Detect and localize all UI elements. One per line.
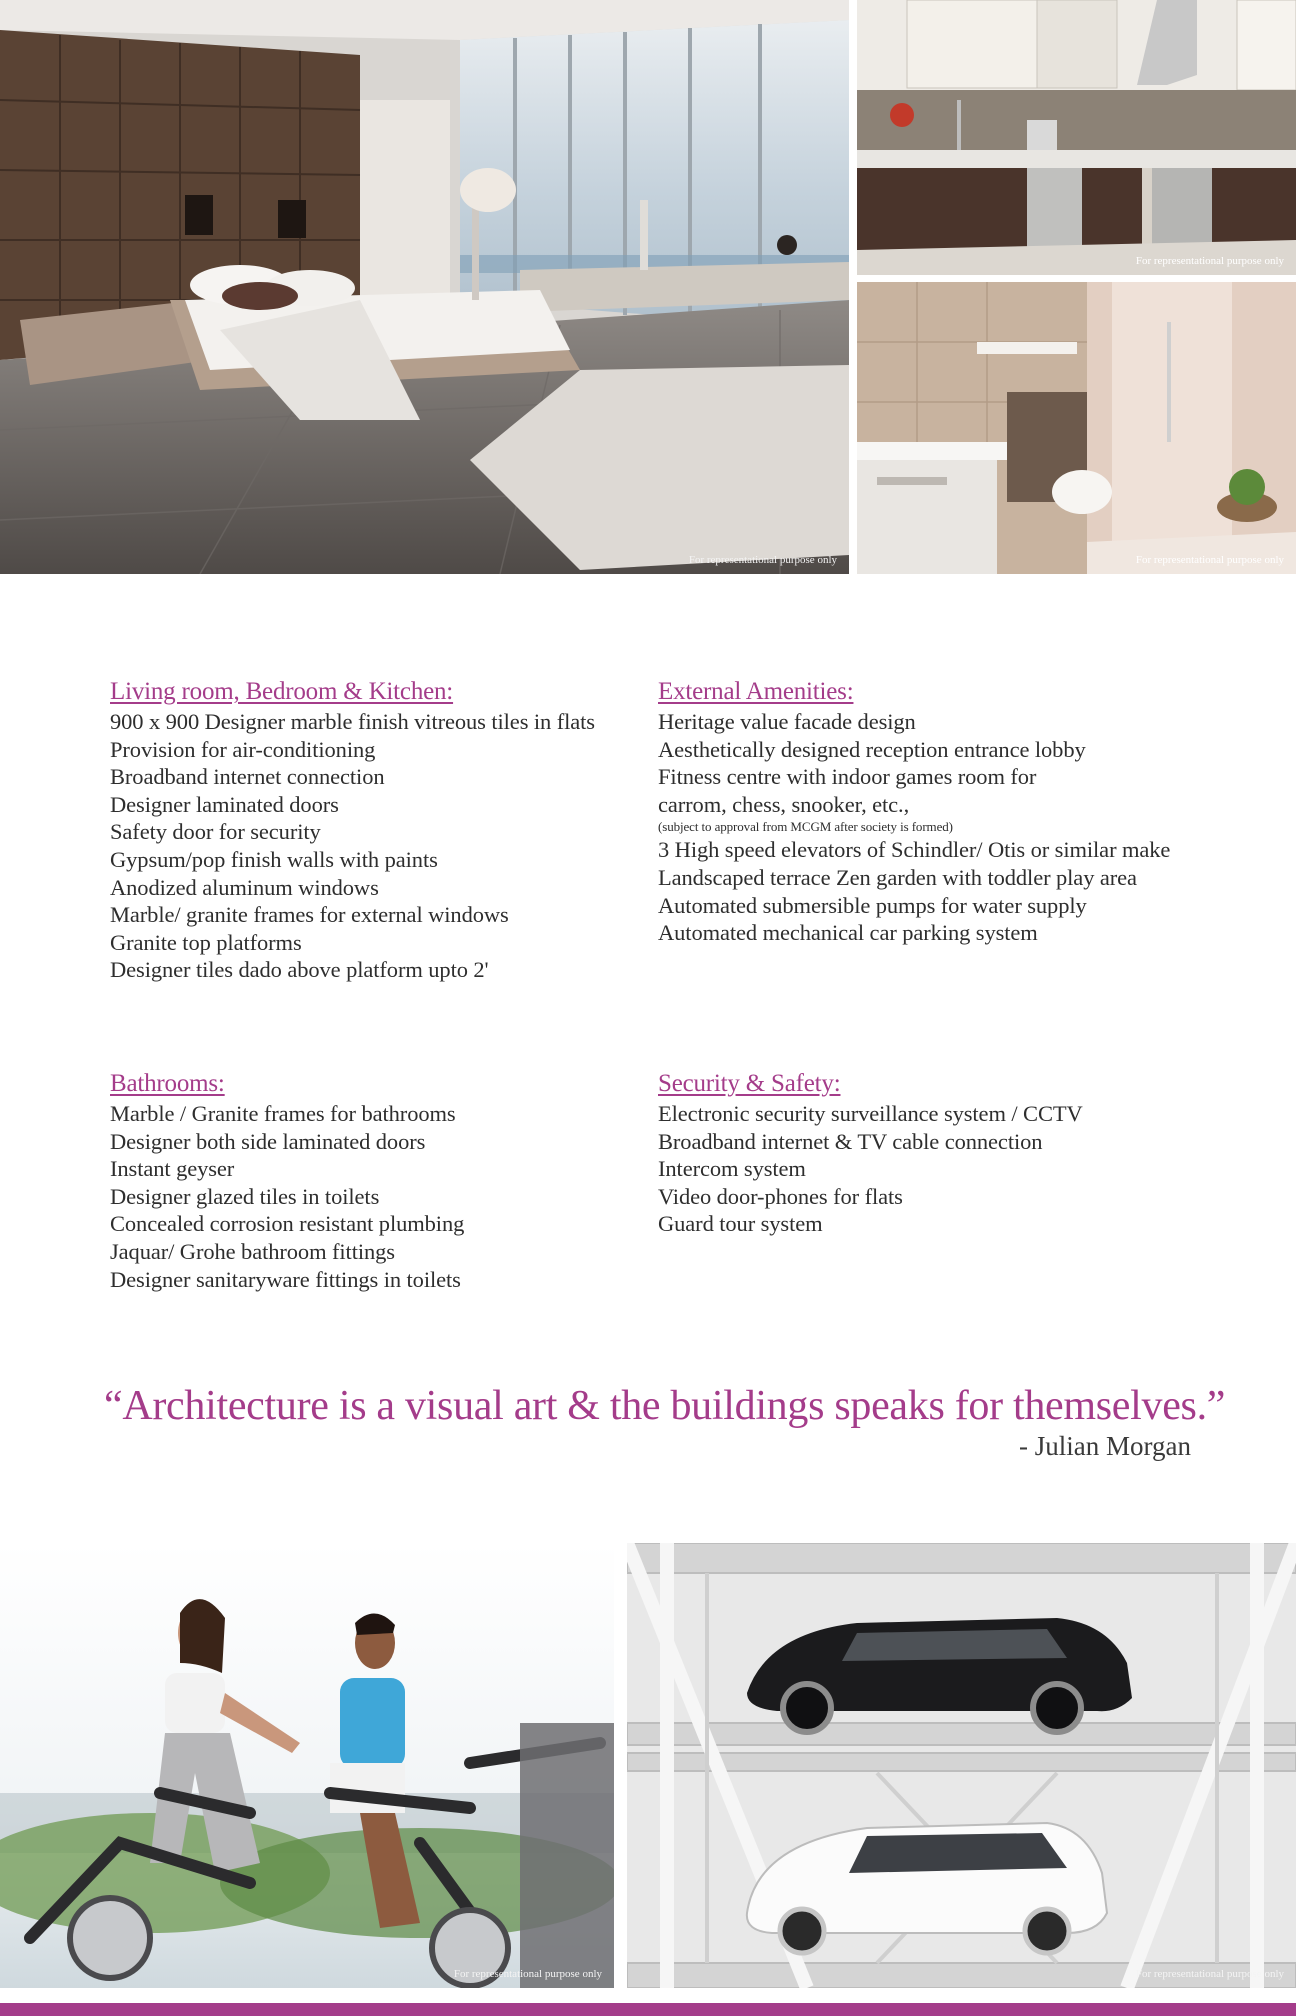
list-item: 900 x 900 Designer marble finish vitreous tiles in flats [110,709,595,734]
section-title: Security & Safety: [658,1070,841,1097]
list-item: Fitness centre with indoor games room for [658,764,1037,790]
bathrooms-section [110,1070,464,1293]
section-title: Bathrooms: [110,1070,225,1097]
parking-photo [627,1543,1296,1988]
list-item: Designer both side laminated doors [110,1128,426,1154]
kitchen-photo [857,0,1296,275]
bathroom-photo [857,282,1296,574]
bedroom-photo [0,0,849,574]
list-item: Broadband internet connection [110,764,385,790]
image-caption: For representational purpose only [453,1968,602,1980]
list-item: Electronic security surveillance system / CCTV [658,1101,1083,1126]
section-title: Living room, Bedroom & Kitchen: [110,678,454,705]
list-item: Designer laminated doors [110,791,339,817]
list-item: Designer glazed tiles in toilets [110,1183,380,1209]
list-item: Granite top platforms [110,929,302,955]
security-safety-section [658,1070,1083,1238]
list-item: Automated mechanical car parking system [658,920,1038,946]
quote-text: “Architecture is a visual art & the buildings speaks for themselves.” [104,1383,1226,1429]
image-caption: For representational purpose only [1135,255,1284,267]
list-item: Gypsum/pop finish walls with paints [110,846,438,872]
gym-photo [0,1543,614,1988]
list-item: Concealed corrosion resistant plumbing [110,1211,465,1237]
list-item: Designer sanitaryware fittings in toilets [110,1266,461,1292]
list-item: Instant geyser [110,1156,235,1182]
list-item: Marble / Granite frames for bathrooms [110,1101,456,1126]
list-item: Broadband internet & TV cable connection [658,1128,1043,1154]
footer-bar [0,2003,1296,2016]
living-room-section [110,678,595,984]
section-title: External Amenities: [658,678,854,705]
list-note: (subject to approval from MCGM after society is formed) [658,819,953,835]
list-item: Heritage value facade design [658,709,916,734]
external-amenities-section [658,678,1170,947]
list-item: Intercom system [658,1156,806,1182]
list-item: Provision for air-conditioning [110,736,376,762]
list-item: Anodized aluminum windows [110,874,379,900]
image-caption: For representational purpose only [688,554,837,566]
list-item: Designer tiles dado above platform upto 2' [110,957,489,983]
list-item: Marble/ granite frames for external windows [110,902,509,928]
image-caption: For representational purpose only [1135,554,1284,566]
list-item: Automated submersible pumps for water supply [658,892,1087,918]
image-caption: For representational purpose only [1135,1968,1284,1980]
list-item: carrom, chess, snooker, etc., [658,791,910,817]
list-item: Safety door for security [110,819,321,845]
list-item: Aesthetically designed reception entrance lobby [658,736,1086,762]
list-item: Video door-phones for flats [658,1183,903,1209]
list-item: Jaquar/ Grohe bathroom fittings [110,1238,395,1264]
list-item: Landscaped terrace Zen garden with toddler play area [658,864,1137,890]
list-item: 3 High speed elevators of Schindler/ Otis or similar make [658,837,1171,863]
list-item: Guard tour system [658,1211,823,1237]
quote-author: - Julian Morgan [1019,1431,1191,1461]
